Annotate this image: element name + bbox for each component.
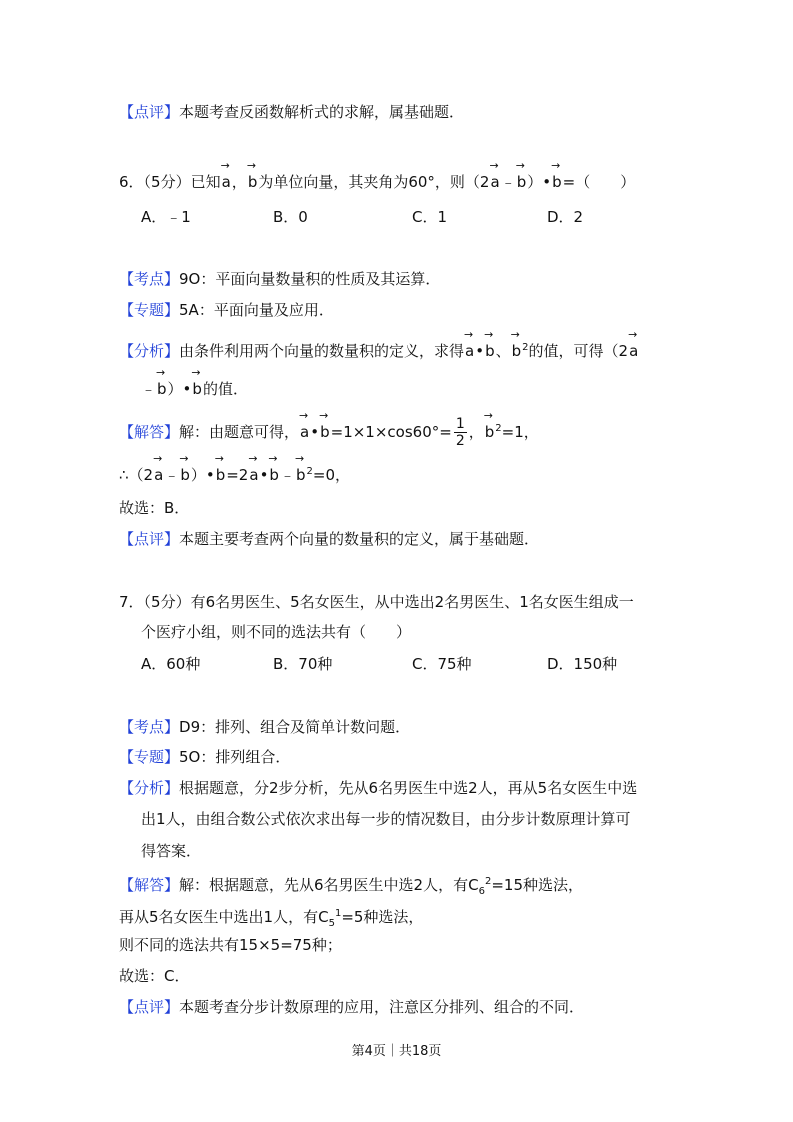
q7-zhuanti: 【专题】5O：排列组合． <box>119 748 291 766</box>
q6-stem: 6．（5分）已知→ a，→ b为单位向量，其夹角为60°，则（2→ a﹣→ b）•→ b=（ ） <box>119 171 635 193</box>
q7-kaodian: 【考点】D9：排列、组合及简单计数问题． <box>119 718 411 736</box>
fraction-one-half: $\frac{1}{2}$ <box>455 416 465 449</box>
q7-option-b: B．70种 <box>273 655 333 673</box>
q7-answer: 故选：C． <box>119 967 190 985</box>
q7-option-d: D．150种 <box>547 655 618 673</box>
vector-b: → b <box>247 171 259 193</box>
q7-option-c: C．75种 <box>412 655 472 673</box>
q7-jieda-line1: 【解答】解：根据题意，先从6名男医生中选2人，有$C_6^2=15$种选法， <box>119 876 583 897</box>
q7-fenxi-line1: 【分析】根据题意，分2步分析，先从6名男医生中选2人，再从5名女医生中选 <box>119 779 638 797</box>
q7-fenxi-line2: 出1人，由组合数公式依次求出每一步的情况数目，由分步计数原理计算可 <box>141 810 631 828</box>
q6-option-b: B．0 <box>273 208 308 226</box>
q6-fenxi-line2: ﹣→ b）•→ b的值． <box>141 378 248 400</box>
review-text: 本题考查反函数解析式的求解，属基础题． <box>179 103 465 121</box>
q6-option-c: C．1 <box>412 208 448 226</box>
q6-answer: 故选：B． <box>119 499 190 517</box>
q6-jieda-line2: ∴（2→ a﹣→ b）•→ b=2→ a•→ b﹣→ $b^2=0$， <box>119 461 350 486</box>
q5-review <box>119 101 464 123</box>
q7-review: 【点评】本题考查分步计数原理的应用，注意区分排列、组合的不同． <box>119 998 585 1016</box>
q7-stem-line1: 7．（5分）有6名男医生、5名女医生，从中选出2名男医生、1名女医生组成一 <box>119 593 634 611</box>
page-footer: 第4页｜共18页 <box>351 1044 442 1059</box>
q6-option-a: A．﹣1 <box>141 208 191 226</box>
q7-option-a: A．60种 <box>141 655 201 673</box>
review-tag: 【点评】 <box>119 103 180 121</box>
vector-a: → a <box>221 171 232 193</box>
q6-zhuanti: 【专题】5A：平面向量及应用． <box>119 301 334 319</box>
q6-option-d: D．2 <box>547 208 584 226</box>
q6-review: 【点评】本题主要考查两个向量的数量积的定义，属于基础题． <box>119 530 540 548</box>
q6-fenxi-line1: 【分析】由条件利用两个向量的数量积的定义，求得→ a•→ b、→ $b^2$的值，可得（2→ a <box>119 337 639 362</box>
q7-jieda-line3: 则不同的选法共有15×5=75种； <box>119 936 342 954</box>
q6-kaodian: 【考点】9O：平面向量数量积的性质及其运算． <box>119 270 441 288</box>
q7-stem-line2: 个医疗小组，则不同的选法共有（ ） <box>141 623 412 641</box>
q6-jieda-line1: 【解答】解：由题意可得，→ a•→ b=1×1×cos60°= $\frac{1}{2}$ ，→ $b^2=1$， <box>119 416 539 449</box>
q7-jieda-line2: 再从5名女医生中选出1人，有$C_5^1=5$种选法， <box>119 908 424 929</box>
q7-fenxi-line3: 得答案． <box>141 842 202 860</box>
